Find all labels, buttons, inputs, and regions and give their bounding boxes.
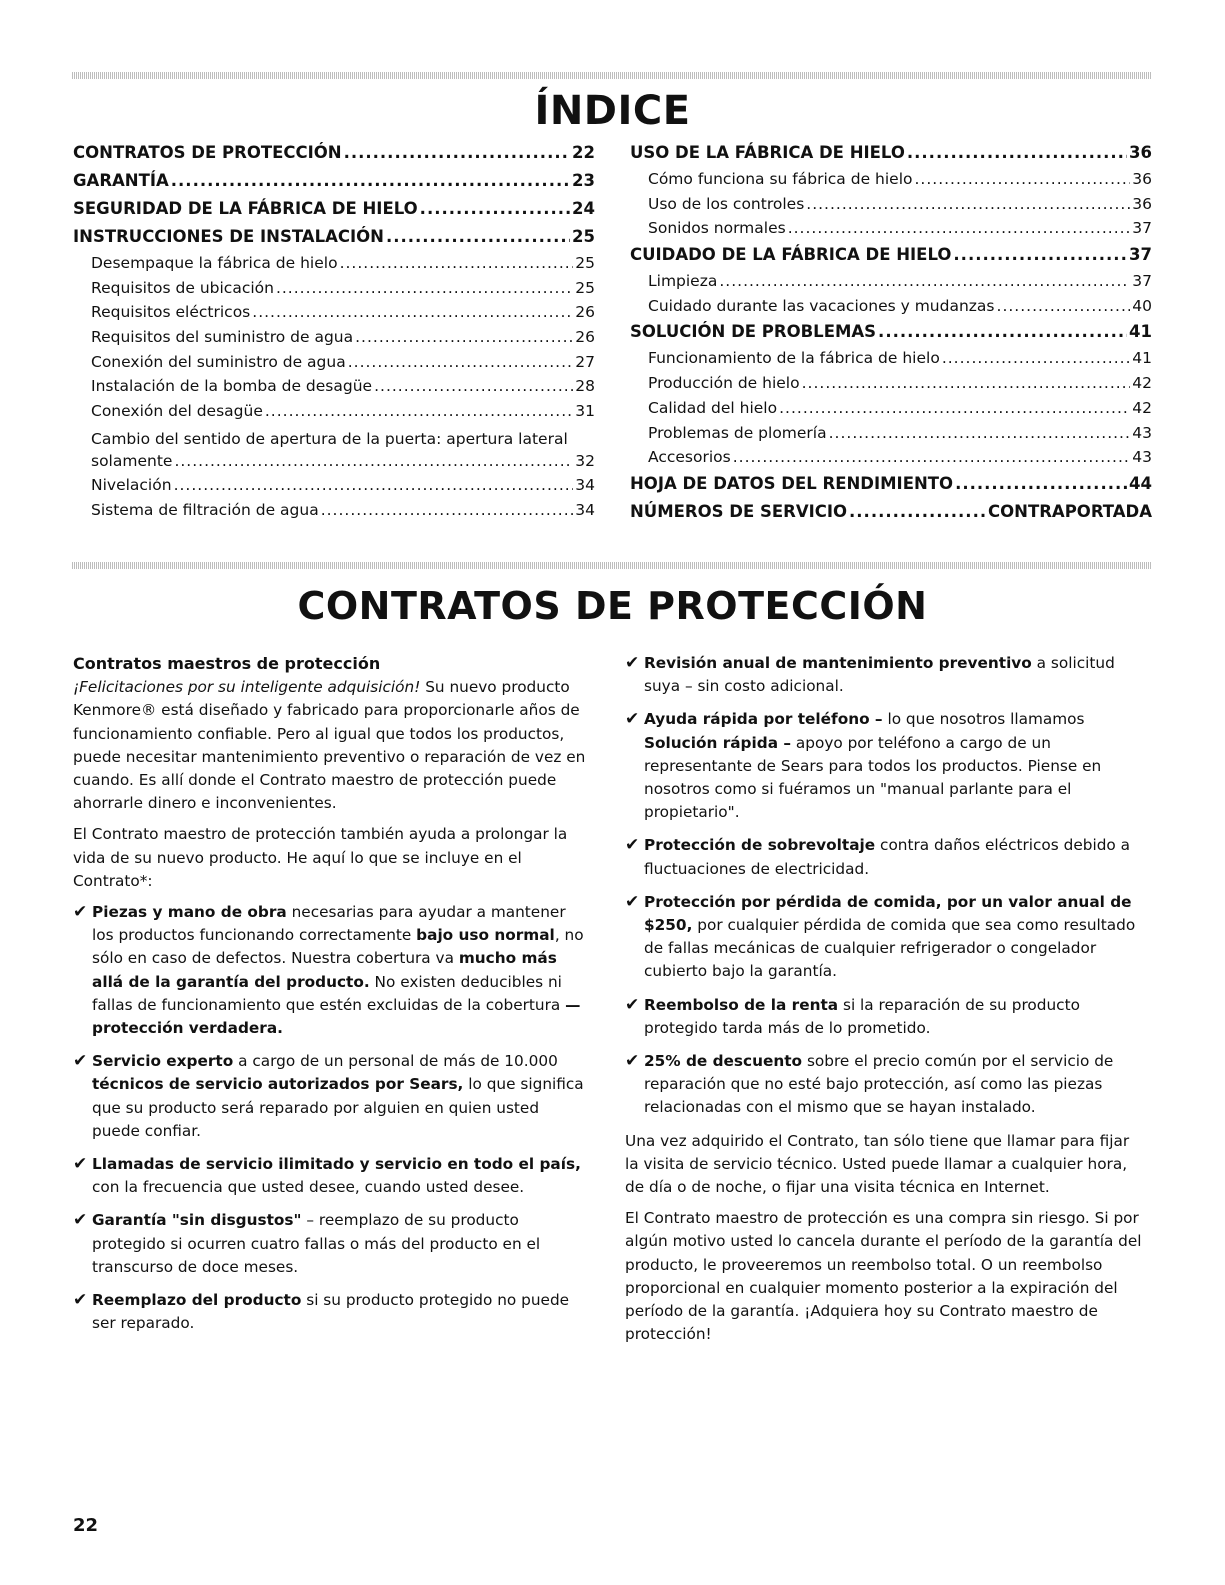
risk-free-paragraph: El Contrato maestro de protección es una compra sin riesgo. Si por algún motivo usted lo cancela durante el período de la garantía del producto, le proveeremos un reembolso total. O un reembolso proporcional en cualquier momento posterior a la expiración del período de la garantía. ¡Adquiera hoy su Contrato maestro de protección! [625,1209,1142,1344]
benefit-item [73,1209,591,1279]
toc-entry-label: Desempaque la fábrica de hielo [91,254,338,272]
toc-leader-dots [265,402,573,420]
toc-entry-label: Cómo funciona su fábrica de hielo [648,170,913,188]
toc-page-number: 42 [1132,374,1152,393]
toc-leader-dots [348,353,574,371]
checkmark-icon: ✔ [73,1154,88,1175]
toc-entry-label: INSTRUCCIONES DE INSTALACIÓN [73,227,384,246]
benefit-text [92,1289,591,1335]
checkmark-icon: ✔ [625,835,640,856]
benefit-plain-text: , no sólo en caso de defectos. Nuestra cobertura va [92,926,584,968]
benefit-bold-text: Reemplazo del producto [92,1291,302,1310]
toc-section-entry [73,143,595,170]
checkmark-icon: ✔ [625,1051,640,1072]
intro-rest: Su nuevo producto Kenmore® está diseñado y fabricado para proporcionarle años de funcionamiento confiable. Pero al igual que todos los productos, puede necesitar mantenimiento preventivo o reparación de vez en cuando. Es allí donde el Contrato maestro de protección puede ahorrarle dinero e inconvenientes. [73,678,586,813]
toc-left-column [73,142,595,526]
contracts-right-column [625,652,1143,1354]
toc-leader-dots [340,254,574,272]
toc-entry-label: HOJA DE DATOS DEL RENDIMIENTO [630,473,954,493]
toc-subsection-entry [73,303,595,328]
toc-section-entry [630,322,1152,349]
right-benefits-list [625,652,1143,1120]
section-rule [72,562,1152,569]
benefit-text [644,1050,1143,1120]
intro-italic: ¡Felicitaciones por su inteligente adquisición! [73,678,421,697]
benefit-text [644,708,1143,824]
toc-leader-dots [252,303,573,321]
benefit-bold-text: Garantía "sin disgustos" [92,1211,302,1230]
toc-subsection-entry [73,377,595,402]
benefit-plain-text: No existen deducibles ni fallas de funcionamiento que estén excluidas de la cobertura [92,972,566,1014]
benefit-item [625,708,1143,824]
toc-leader-dots [386,227,570,246]
benefit-item [73,1153,591,1199]
toc-leader-dots [802,374,1131,392]
toc-subsection-entry [73,279,595,304]
toc-entry-label: CONTRATOS DE PROTECCIÓN [73,143,342,162]
benefit-plain-text: contra daños eléctricos debido a fluctuaciones de electricidad. [644,836,1130,878]
toc-leader-dots [321,501,574,519]
intro-paragraph [73,676,591,815]
toc-page-number: 37 [1132,272,1152,291]
toc-leader-dots [806,195,1130,213]
toc-page-number: 22 [572,143,595,162]
benefit-plain-text: sobre el precio común por el servicio de reparación que no esté bajo protección, así como las piezas relacionadas con el mismo que se hayan instalado. [644,1052,1114,1117]
toc-page-number: 36 [1132,170,1152,188]
index-title: ÍNDICE [534,88,691,134]
benefit-plain-text: a cargo de un personal de más de 10.000 [233,1052,558,1071]
benefit-item [73,1289,591,1335]
toc-page-number: 32 [575,451,595,470]
benefit-bold-text: — protección verdadera. [92,995,581,1038]
toc-entry-label: SEGURIDAD DE LA FÁBRICA DE HIELO [73,199,418,218]
toc-leader-dots [878,322,1127,341]
toc-leader-dots [344,143,570,162]
toc-leader-dots [907,143,1127,162]
toc-leader-dots [829,424,1131,442]
toc-leader-dots [174,452,573,470]
toc-subsection-entry [630,219,1152,244]
toc-section-entry [630,245,1152,272]
benefit-text [92,901,591,1040]
toc-entry-label: Conexión del suministro de agua [91,352,346,371]
toc-subsection-entry [73,254,595,279]
toc-page-number: 36 [1132,194,1152,213]
toc-entry-label: Sistema de filtración de agua [91,500,319,519]
toc-section-entry [73,171,595,198]
toc-section-entry [73,227,595,254]
left-benefits-list [73,901,591,1335]
toc-page-number: 31 [575,402,595,421]
benefit-bold-text: técnicos de servicio autorizados por Sears, [92,1075,464,1094]
toc-right-column [630,142,1152,529]
toc-subsection-entry [630,195,1152,220]
benefit-bold-text: 25% de descuento [644,1052,803,1071]
checkmark-icon: ✔ [73,1051,88,1072]
benefit-item [625,834,1143,880]
contracts-left-column [73,652,591,1345]
toc-entry-label: Requisitos eléctricos [91,303,251,322]
toc-page-number: 40 [1132,296,1152,315]
toc-leader-dots [420,199,570,218]
toc-entry-label: Sonidos normales [648,219,786,238]
benefit-bold-text: bajo uso normal [416,926,555,945]
toc-entry-label: Conexión del desagüe [91,402,263,421]
benefit-text [92,1050,591,1143]
toc-entry-label: SOLUCIÓN DE PROBLEMAS [630,322,877,342]
toc-entry-label: Accesorios [648,448,731,467]
toc-entry-label: NÚMEROS DE SERVICIO [630,501,848,521]
toc-page-number: 23 [572,171,595,190]
toc-leader-dots [942,349,1130,367]
benefit-item [625,994,1143,1040]
toc-leader-dots [733,448,1131,466]
toc-entry-label: Limpieza [648,272,718,291]
toc-page-number: 43 [1132,448,1152,467]
toc-entry-label: Calidad del hielo [648,398,778,417]
checkmark-icon: ✔ [625,994,640,1015]
toc-subsection-entry [630,424,1152,449]
toc-page-number: 25 [575,254,595,272]
toc-section-entry [630,474,1152,501]
toc-entry-label: Nivelación [91,476,172,495]
visit-paragraph: Una vez adquirido el Contrato, tan sólo tiene que llamar para fijar la visita de servicio técnico. Usted puede llamar a cualquier hora, de día o de noche, o fijar una visita técnica en Internet. [625,1131,1130,1197]
contracts-title: CONTRATOS DE PROTECCIÓN [297,584,928,628]
toc-entry-label: solamente [91,451,173,470]
benefit-bold-text: Reembolso de la renta [644,995,839,1014]
toc-page-number: 37 [1129,245,1152,265]
toc-leader-dots [849,502,986,521]
toc-page-number: 44 [1129,473,1152,493]
toc-entry-label: Uso de los controles [648,194,805,213]
toc-subsection-entry [630,374,1152,399]
toc-leader-dots [779,399,1130,417]
benefit-bold-text: Ayuda rápida por teléfono – [644,710,883,729]
checkmark-icon: ✔ [625,891,640,912]
toc-leader-dots [374,377,573,395]
toc-leader-dots [914,170,1130,188]
toc-section-entry [630,143,1152,170]
benefit-bold-text: Piezas y mano de obra [92,903,287,922]
toc-page-number: 41 [1129,322,1152,342]
toc-subsection-entry [73,402,595,427]
benefit-bold-text: Revisión anual de mantenimiento preventivo [644,654,1032,672]
benefit-bold-text: Protección de sobrevoltaje [644,836,876,855]
benefit-item [625,652,1143,698]
toc-subsection-entry [73,476,595,501]
benefit-plain-text: a solicitud suya – sin costo adicional. [644,654,1115,696]
toc-entry-label: USO DE LA FÁBRICA DE HIELO [630,143,905,162]
benefit-plain-text: apoyo por teléfono a cargo de un representante de Sears para todos los productos. Piense en nosotros como si fuéramos un "manual parlante para el propietario". [644,733,1102,822]
benefit-text [644,891,1143,984]
toc-subsection-entry [630,297,1152,322]
benefit-bold-text: Llamadas de servicio ilimitado y servicio en todo el país, [92,1155,581,1174]
toc-entry-label: Cuidado durante las vacaciones y mudanzas [648,296,995,315]
checkmark-icon: ✔ [625,653,640,673]
benefit-plain-text: lo que nosotros llamamos [882,710,1085,729]
toc-subsection-entry [73,452,595,477]
toc-leader-dots [174,476,574,494]
benefit-plain-text: – reemplazo de su producto protegido si ocurren cuatro fallas o más del producto en el transcurso de doce meses. [92,1211,541,1276]
toc-leader-dots [719,272,1130,290]
benefit-bold-text: Solución rápida – [644,733,792,752]
toc-leader-dots [953,245,1127,264]
benefit-item [73,901,591,1040]
toc-subsection-entry [630,349,1152,374]
toc-entry-label: Cambio del sentido de apertura de la puerta: apertura lateral [91,429,568,448]
benefit-plain-text: si la reparación de su producto protegido tarda más de lo prometido. [644,995,1080,1037]
top-rule [72,72,1152,79]
toc-subsection-entry [630,272,1152,297]
benefit-text [92,1153,591,1199]
toc-leader-dots [955,474,1127,493]
coverage-paragraph: El Contrato maestro de protección también ayuda a prolongar la vida de su nuevo producto. He aquí lo que se incluye en el Contrato*: [73,825,568,890]
toc-entry-label: CUIDADO DE LA FÁBRICA DE HIELO [630,245,952,265]
checkmark-icon: ✔ [625,709,640,730]
benefit-text [644,834,1143,880]
toc-page-number: CONTRAPORTADA [988,501,1152,521]
toc-page-number: 43 [1132,423,1152,442]
benefit-plain-text: necesarias para ayudar a mantener los productos funcionando correctamente [92,903,566,945]
checkmark-icon: ✔ [73,1290,88,1311]
toc-entry-label: Instalación de la bomba de desagüe [91,377,373,396]
toc-section-entry [630,502,1152,529]
toc-entry-label: Requisitos de ubicación [91,278,274,297]
benefit-text [92,1209,591,1279]
toc-subsection-entry [630,448,1152,473]
toc-entry-label: Producción de hielo [648,374,800,393]
toc-leader-dots [276,279,573,297]
benefit-item [73,1050,591,1143]
toc-page-number: 34 [575,500,595,519]
benefit-plain-text: lo que significa que su producto será reparado por alguien en quien usted puede confiar. [92,1075,584,1140]
toc-entry-label: Requisitos del suministro de agua [91,328,354,347]
toc-page-number: 25 [575,278,595,297]
toc-section-entry [73,199,595,226]
toc-page-number: 28 [575,377,595,396]
toc-entry-label: GARANTÍA [73,171,169,190]
benefit-text [644,652,1143,698]
toc-subsection-entry [73,501,595,526]
benefit-item [625,891,1143,984]
toc-subsection-entry [630,170,1152,195]
toc-entry-label: Funcionamiento de la fábrica de hielo [648,349,940,368]
toc-page-number: 36 [1129,143,1152,162]
toc-subsection-entry [73,353,595,378]
checkmark-icon: ✔ [73,1210,88,1231]
toc-page-number: 27 [575,352,595,371]
toc-page-number: 34 [575,476,595,495]
benefit-bold-text: mucho más allá de la garantía del producto. [92,949,557,991]
toc-subsection-entry [73,328,595,353]
benefit-text [644,994,1143,1040]
toc-leader-dots [788,219,1131,237]
benefit-bold-text: Servicio experto [92,1052,234,1071]
toc-page-number: 42 [1132,398,1152,417]
benefit-plain-text: con la frecuencia que usted desee, cuando usted desee. [92,1178,525,1197]
benefit-bold-text: Protección por pérdida de comida, por un valor anual de $250, [644,892,1132,935]
toc-page-number: 26 [575,328,595,347]
toc-leader-dots [997,297,1131,315]
toc-page-number: 24 [572,199,595,218]
benefit-plain-text: si su producto protegido no puede ser reparado. [92,1291,570,1333]
toc-page-number: 25 [572,227,595,246]
toc-leader-dots [171,171,570,190]
toc-page-number: 26 [575,303,595,322]
contracts-subhead: Contratos maestros de protección [73,654,381,673]
benefit-plain-text: por cualquier pérdida de comida que sea como resultado de fallas mecánicas de cualquier refrigerador o congelador cubierto bajo la garantía. [644,916,1136,981]
toc-leader-dots [355,328,573,346]
toc-page-number: 41 [1132,349,1152,368]
toc-entry-label: Problemas de plomería [648,423,827,442]
toc-subsection-entry [630,399,1152,424]
toc-page-number: 37 [1132,219,1152,238]
checkmark-icon: ✔ [73,902,88,923]
page-number: 22 [73,1515,99,1536]
benefit-item [625,1050,1143,1120]
